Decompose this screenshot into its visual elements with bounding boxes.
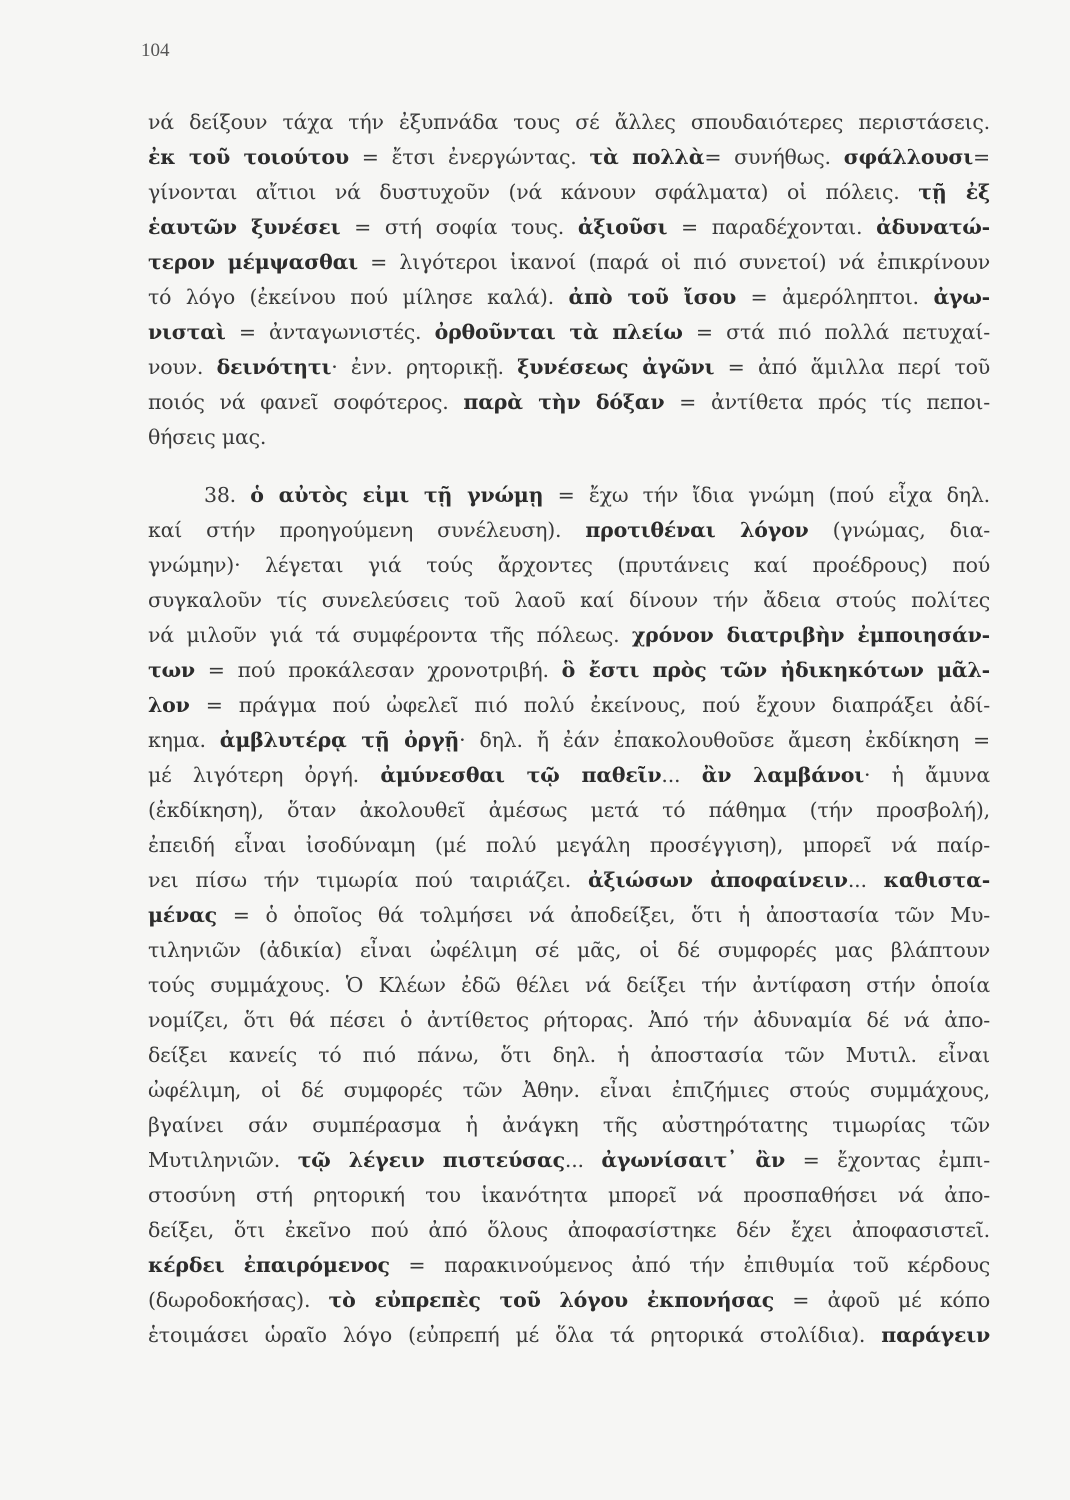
text-line: [148, 548, 990, 583]
gloss-text: · ἐνν. ρητορικῇ.: [331, 355, 518, 379]
text-line: [148, 688, 990, 723]
lemma-term: κέρδει ἐπαιρόμενος: [148, 1253, 390, 1277]
text-line: [148, 863, 990, 898]
lemma-term: ἀξιώσων ἀποφαίνειν: [587, 868, 848, 892]
lemma-term: ἐκ τοῦ τοιούτου: [148, 145, 349, 169]
text-line: [148, 1283, 990, 1318]
gloss-text: γίνονται αἴτιοι νά δυστυχοῦν (νά κάνουν σφάλματα) οἱ πόλεις.: [148, 180, 919, 204]
lemma-term: μένας: [148, 903, 217, 927]
text-line: [148, 1248, 990, 1283]
text-line: [148, 1318, 990, 1353]
gloss-text: = ἀπό ἅμιλλα περί τοῦ: [714, 355, 990, 379]
gloss-text: καί στήν προηγούμενη συνέλευση).: [148, 518, 586, 542]
lemma-term: τὸ εὐπρεπὲς τοῦ λόγου ἐκπονήσας: [328, 1288, 775, 1312]
gloss-text: ποιός νά φανεῖ σοφότερος.: [148, 390, 464, 414]
text-line: [148, 1003, 990, 1038]
gloss-text: = στή σοφία τους.: [340, 215, 578, 239]
gloss-text: (γνώμας, δια-: [808, 518, 990, 542]
gloss-text: τό λόγο (ἐκείνου πού μίλησε καλά).: [148, 285, 569, 309]
lemma-term: τερον μέμψασθαι: [148, 250, 358, 274]
lemma-term: λον: [148, 693, 190, 717]
text-line: [148, 898, 990, 933]
gloss-text: = παραδέχονται.: [667, 215, 877, 239]
lemma-term: καθιστα-: [883, 868, 990, 892]
gloss-text: · δηλ. ἤ ἐάν ἐπακολουθοῦσε ἄμεση ἐκδίκηση =: [459, 728, 990, 752]
gloss-text: (δωροδοκήσας).: [148, 1288, 329, 1312]
text-line: [148, 245, 990, 280]
gloss-text: = συνήθως.: [704, 145, 844, 169]
gloss-text: δείξει κανείς τό πιό πάνω, ὅτι δηλ. ἡ ἀποστασία τῶν Μυτιλ. εἶναι: [148, 1043, 990, 1067]
gloss-text: τιληνιῶν (ἀδικία) εἶναι ὠφέλιμη σέ μᾶς, οἱ δέ συμφορές μας βλάπτουν: [148, 938, 990, 962]
gloss-text: γνώμην)· λέγεται γιά τούς ἄρχοντες (πρυτάνεις καί προέδρους) πού: [148, 553, 990, 577]
lemma-term: χρόνον διατριβὴν ἐμποιησάν-: [631, 623, 990, 647]
gloss-text: τούς συμμάχους. Ὁ Κλέων ἐδῶ θέλει νά δείξει τήν ἀντίφαση στήν ὁποία: [148, 973, 990, 997]
lemma-term: ξυνέσεως ἀγῶνι: [517, 355, 715, 379]
gloss-text: νά μιλοῦν γιά τά συμφέροντα τῆς πόλεως.: [148, 623, 632, 647]
gloss-text: = ἀμερόληπτοι.: [735, 285, 934, 309]
text-line: [148, 140, 990, 175]
gloss-text: · ἡ ἄμυνα: [864, 763, 990, 787]
lemma-term: ἀξιοῦσι: [577, 215, 668, 239]
gloss-text: νομίζει, ὅτι θά πέσει ὁ ἀντίθετος ρήτορας. Ἀπό τήν ἀδυναμία δέ νά ἀπο-: [148, 1008, 990, 1032]
lemma-term: ἀγωνίσαιτ᾽ ἂν: [601, 1148, 786, 1172]
text-line: [148, 618, 990, 653]
gloss-text: 38.: [204, 483, 251, 507]
lemma-term: δεινότητι: [216, 355, 332, 379]
gloss-text: = ἀφοῦ μέ κόπο: [774, 1288, 990, 1312]
gloss-text: =: [973, 145, 990, 169]
lemma-term: τῷ λέγειν πιστεύσας: [297, 1148, 565, 1172]
gloss-text: νει πίσω τήν τιμωρία πού ταιριάζει.: [148, 868, 588, 892]
gloss-text: Μυτιληνιῶν.: [148, 1148, 298, 1172]
lemma-term: παρὰ τὴν δόξαν: [463, 390, 665, 414]
text-line: [148, 758, 990, 793]
text-line: [148, 723, 990, 758]
lemma-term: ἂν λαμβάνοι: [701, 763, 865, 787]
text-line: [148, 653, 990, 688]
text-line: [148, 793, 990, 828]
gloss-text: = πράγμα πού ὠφελεῖ πιό πολύ ἐκείνους, πού ἔχουν διαπράξει ἀδί-: [189, 693, 990, 717]
gloss-text: θήσεις μας.: [148, 425, 267, 449]
text-line: [148, 1178, 990, 1213]
lemma-term: ἑαυτῶν ξυνέσει: [148, 215, 341, 239]
text-line: [148, 478, 990, 513]
lemma-term: παράγειν: [881, 1323, 990, 1347]
gloss-text: ...: [564, 1148, 602, 1172]
text-line: [148, 1073, 990, 1108]
gloss-text: νουν.: [148, 355, 217, 379]
gloss-text: = στά πιό πολλά πετυχαί-: [682, 320, 990, 344]
lemma-term: ἀμβλυτέρᾳ τῇ ὀργῇ: [219, 728, 460, 752]
text-line: [148, 1108, 990, 1143]
text-line: [148, 583, 990, 618]
gloss-text: κημα.: [148, 728, 220, 752]
gloss-text: δείξει, ὅτι ἐκεῖνο πού ἀπό ὅλους ἀποφασίστηκε δέν ἔχει ἀποφασιστεῖ.: [148, 1218, 990, 1242]
text-line: [148, 933, 990, 968]
lemma-term: νισταὶ: [148, 320, 226, 344]
gloss-text: = ἔχοντας ἐμπι-: [785, 1148, 990, 1172]
gloss-text: = ἀντίθετα πρός τίς πεποι-: [664, 390, 990, 414]
lemma-term: ἀμύνεσθαι τῷ παθεῖν: [380, 763, 662, 787]
lemma-term: των: [148, 658, 195, 682]
text-line: [148, 1038, 990, 1073]
lemma-term: ὃ ἔστι πρὸς τῶν ἠδικηκότων μᾶλ-: [561, 658, 990, 682]
lemma-term: σφάλλουσι: [843, 145, 974, 169]
lemma-term: ὀρθοῦνται τὰ πλείω: [434, 320, 683, 344]
gloss-text: ...: [661, 763, 702, 787]
text-line: [148, 315, 990, 350]
text-line: [148, 350, 990, 385]
paragraph-commentary-37: [148, 105, 990, 455]
lemma-term: ἀπὸ τοῦ ἴσου: [568, 285, 736, 309]
gloss-text: = λιγότεροι ἱκανοί (παρά οἱ πιό συνετοί) νά ἐπικρίνουν: [357, 250, 990, 274]
gloss-text: = ὁ ὁποῖος θά τολμήσει νά ἀποδείξει, ὅτι ἡ ἀποστασία τῶν Μυ-: [216, 903, 990, 927]
lemma-term: ἀδυνατώ-: [876, 215, 990, 239]
gloss-text: = πού προκάλεσαν χρονοτριβή.: [194, 658, 562, 682]
gloss-text: ...: [847, 868, 884, 892]
text-line: [148, 420, 990, 455]
text-line: [148, 513, 990, 548]
lemma-term: προτιθέναι λόγον: [585, 518, 809, 542]
gloss-text: = ἀνταγωνιστές.: [225, 320, 435, 344]
text-line: [148, 385, 990, 420]
gloss-text: συγκαλοῦν τίς συνελεύσεις τοῦ λαοῦ καί δίνουν τήν ἄδεια στούς πολίτες: [148, 588, 990, 612]
page-number: 104: [141, 40, 170, 61]
gloss-text: στοσύνη στή ρητορική του ἱκανότητα μπορεῖ νά προσπαθήσει νά ἀπο-: [148, 1183, 990, 1207]
paragraph-commentary-38: [148, 478, 990, 1353]
text-line: [148, 828, 990, 863]
gloss-text: νά δείξουν τάχα τήν ἐξυπνάδα τους σέ ἄλλες σπουδαιότερες περιστάσεις.: [148, 110, 990, 134]
text-line: [148, 1213, 990, 1248]
lemma-term: τῇ ἐξ: [918, 180, 990, 204]
gloss-text: (ἐκδίκηση), ὅταν ἀκολουθεῖ ἀμέσως μετά τό πάθημα (τήν προσβολή),: [148, 798, 990, 822]
text-line: [148, 1143, 990, 1178]
text-line: [148, 210, 990, 245]
text-line: [148, 968, 990, 1003]
gloss-text: = παρακινούμενος ἀπό τήν ἐπιθυμία τοῦ κέρδους: [389, 1253, 990, 1277]
gloss-text: βγαίνει σάν συμπέρασμα ἡ ἀνάγκη τῆς αὐστηρότατης τιμωρίας τῶν: [148, 1113, 990, 1137]
lemma-term: ὁ αὐτὸς εἰμι τῇ γνώμῃ: [250, 483, 544, 507]
gloss-text: = ἔχω τήν ἴδια γνώμη (πού εἶχα δηλ.: [543, 483, 990, 507]
text-line: [148, 175, 990, 210]
gloss-text: = ἔτσι ἐνεργώντας.: [348, 145, 590, 169]
text-line: [148, 280, 990, 315]
gloss-text: ὠφέλιμη, οἱ δέ συμφορές τῶν Ἀθην. εἶναι ἐπιζήμιες στούς συμμάχους,: [148, 1078, 990, 1102]
gloss-text: μέ λιγότερη ὀργή.: [148, 763, 381, 787]
gloss-text: ἐπειδή εἶναι ἰσοδύναμη (μέ πολύ μεγάλη προσέγγιση), μπορεῖ νά παίρ-: [148, 833, 990, 857]
gloss-text: ἑτοιμάσει ὡραῖο λόγο (εὐπρεπή μέ ὅλα τά ρητορικά στολίδια).: [148, 1323, 882, 1347]
text-line: [148, 105, 990, 140]
lemma-term: τὰ πολλὰ: [589, 145, 705, 169]
lemma-term: ἀγω-: [933, 285, 990, 309]
